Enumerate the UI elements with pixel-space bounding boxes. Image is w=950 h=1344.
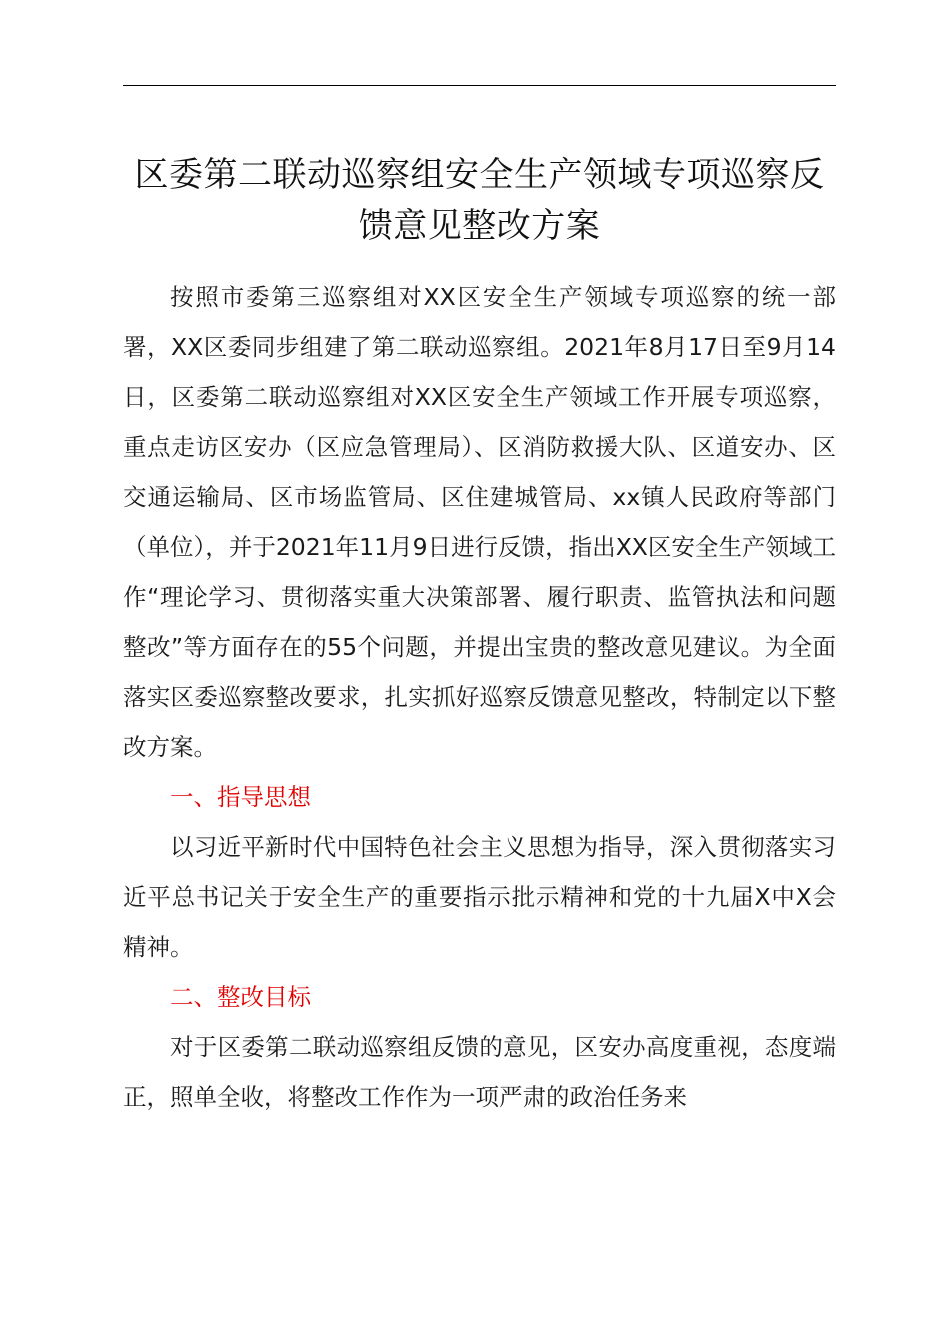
section-paragraph-rectification-goals: 对于区委第二联动巡察组反馈的意见，区安办高度重视，态度端正，照单全收，将整改工作作为一项严肃的政治任务来 <box>123 1033 836 1111</box>
section-heading-rectification-goals: 二、整改目标 <box>170 983 311 1011</box>
document-title: 区委第二联动巡察组安全生产领域专项巡察反馈意见整改方案 <box>134 155 825 246</box>
section-heading-guiding-ideology: 一、指导思想 <box>170 783 311 811</box>
section-paragraph-guiding-ideology: 以习近平新时代中国特色社会主义思想为指导，深入贯彻落实习近平总书记关于安全生产的重要指示批示精神和党的十九届X中X会精神。 <box>123 833 836 961</box>
header-rule <box>123 85 836 86</box>
document-body <box>123 272 836 1122</box>
intro-paragraph: 按照市委第三巡察组对XX区安全生产领域专项巡察的统一部署，XX区委同步组建了第二联动巡察组。2021年8月17日至9月14日，区委第二联动巡察组对XX区安全生产领域工作开展专项巡察，重点走访区安办（区应急管理局）、区消防救援大队、区道安办、区交通运输局、区市场监管局、区住建城管局、xx镇人民政府等部门（单位），并于2021年11月9日进行反馈，指出XX区安全生产领域工作“理论学习、贯彻落实重大决策部署、履行职责、监管执法和问题整改”等方面存在的55个问题，并提出宝贵的整改意见建议。为全面落实区委巡察整改要求，扎实抓好巡察反馈意见整改，特制定以下整改方案。 <box>123 283 836 761</box>
